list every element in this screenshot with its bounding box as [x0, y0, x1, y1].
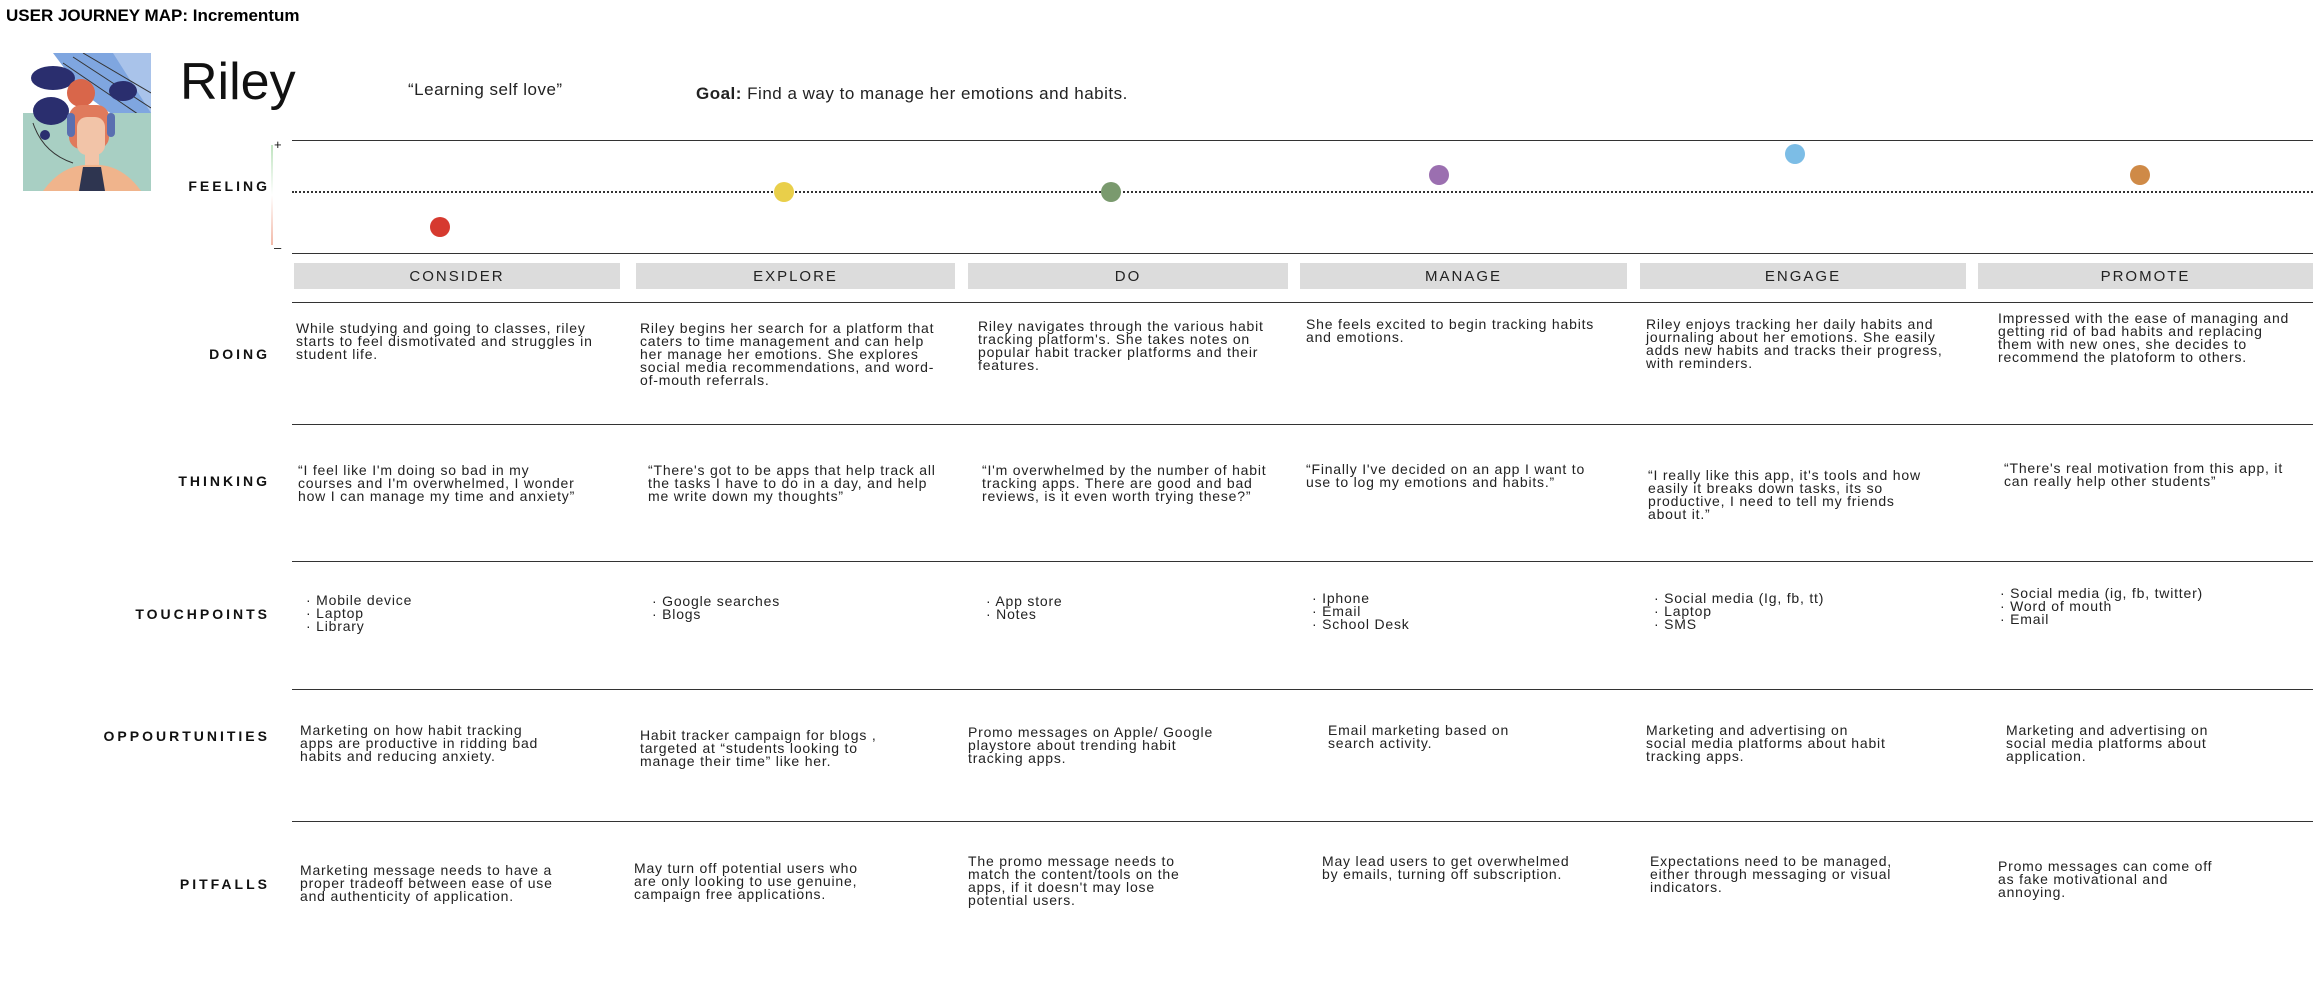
stage-manage: MANAGE: [1300, 263, 1627, 289]
doing-cell-explore: Riley begins her search for a platform that caters to time management and can help her manage her emotions. She explores social media recommendations, and word-of-mouth referrals.: [640, 320, 935, 388]
touchpoint-item: · Google searches: [652, 595, 952, 608]
doing-cell-promote: Impressed with the ease of managing and getting rid of bad habits and replacing them with new ones, she decides to recommend the platoform to others.: [1998, 310, 2290, 365]
touchpoints-cell-manage: [1312, 592, 1612, 631]
goal-text: Find a way to manage her emotions and habits.: [741, 84, 1128, 103]
row-divider: [292, 821, 2313, 822]
touchpoint-item: · Social media (ig, fb, twitter): [2000, 587, 2300, 600]
feeling-point-promote: [2130, 165, 2150, 185]
feeling-point-do: [1101, 182, 1121, 202]
thinking-cell-explore: “There's got to be apps that help track all the tasks I have to do in a day, and help me write down my thoughts”: [648, 462, 936, 504]
feeling-minus-label: –: [274, 240, 282, 255]
touchpoint-item: · Iphone: [1312, 592, 1612, 605]
thinking-row-label: THINKING: [178, 473, 270, 489]
touchpoint-item: · School Desk: [1312, 618, 1612, 631]
stage-promote: PROMOTE: [1978, 263, 2313, 289]
pitfalls-cell-consider: Marketing message needs to have a proper tradeoff between ease of use and authenticity of application.: [300, 862, 553, 904]
touchpoint-item: · App store: [986, 595, 1286, 608]
doing-cell-consider: While studying and going to classes, riley starts to feel dismotivated and struggles in student life.: [296, 320, 593, 362]
touchpoint-item: · Social media (Ig, fb, tt): [1654, 592, 1954, 605]
thinking-cell-engage: “I really like this app, it's tools and how easily it breaks down tasks, its so productive, I need to tell my friends about it.”: [1648, 467, 1921, 522]
touchpoints-cell-do: [986, 595, 1286, 621]
touchpoints-cell-explore: [652, 595, 952, 621]
thinking-cell-promote: “There's real motivation from this app, it can really help other students”: [2004, 460, 2284, 489]
persona-name: Riley: [180, 53, 296, 111]
doing-cell-engage: Riley enjoys tracking her daily habits and journaling about her emotions. She easily adds new habits and tracks their progress, with reminders.: [1646, 316, 1943, 371]
feeling-point-engage: [1785, 144, 1805, 164]
row-divider: [292, 302, 2313, 303]
thinking-cell-consider: “I feel like I'm doing so bad in my courses and I'm overwhelmed, I wonder how I can manage my time and anxiety”: [298, 462, 576, 504]
row-divider: [292, 424, 2313, 425]
page-title: USER JOURNEY MAP: Incrementum: [6, 6, 300, 25]
stage-consider: CONSIDER: [294, 263, 620, 289]
thinking-cell-manage: “Finally I've decided on an app I want to use to log my emotions and habits.”: [1306, 461, 1586, 490]
doing-cell-do: Riley navigates through the various habit tracking platform's. She takes notes on popular habit tracker platforms and their features.: [978, 318, 1264, 373]
opportunities-cell-consider: Marketing on how habit tracking apps are productive in ridding bad habits and reducing anxiety.: [300, 722, 539, 764]
pitfalls-cell-explore: May turn off potential users who are only looking to use genuine, campaign free applications.: [634, 860, 858, 902]
persona-goal: [696, 84, 1128, 104]
doing-row-label: DOING: [209, 346, 270, 362]
feeling-scale-bar: [271, 145, 273, 245]
pitfalls-row-label: PITFALLS: [179, 876, 270, 892]
touchpoint-item: · Library: [306, 620, 606, 633]
touchpoint-item: · Laptop: [306, 607, 606, 620]
touchpoint-item: · Word of mouth: [2000, 600, 2300, 613]
stage-do: DO: [968, 263, 1288, 289]
persona-quote: “Learning self love”: [408, 80, 563, 99]
touchpoints-row-label: TOUCHPOINTS: [135, 606, 270, 622]
pitfalls-cell-promote: Promo messages can come off as fake motivational and annoying.: [1998, 858, 2213, 900]
pitfalls-cell-engage: Expectations need to be managed, either through messaging or visual indicators.: [1650, 853, 1892, 895]
opportunities-cell-do: Promo messages on Apple/ Google playstore about trending habit tracking apps.: [968, 724, 1214, 766]
opportunities-cell-manage: Email marketing based on search activity.: [1328, 722, 1510, 751]
feeling-baseline: [292, 191, 2313, 193]
row-divider: [292, 561, 2313, 562]
goal-label: Goal:: [696, 84, 742, 103]
opportunities-row-label: OPPOURTUNITIES: [103, 728, 270, 744]
feeling-top-line: [292, 140, 2313, 141]
feeling-point-explore: [774, 182, 794, 202]
row-divider: [292, 689, 2313, 690]
feeling-point-consider: [430, 217, 450, 237]
feeling-bottom-line: [292, 253, 2313, 254]
persona-avatar: [23, 53, 151, 191]
touchpoint-item: · Laptop: [1654, 605, 1954, 618]
opportunities-cell-engage: Marketing and advertising on social media platforms about habit tracking apps.: [1646, 722, 1886, 764]
touchpoints-cell-engage: [1654, 592, 1954, 631]
pitfalls-cell-do: The promo message needs to match the content/tools on the apps, if it doesn't may lose potential users.: [968, 853, 1180, 908]
opportunities-cell-explore: Habit tracker campaign for blogs , targeted at “students looking to manage their time” like her.: [640, 727, 877, 769]
feeling-plus-label: +: [274, 137, 282, 152]
stage-engage: ENGAGE: [1640, 263, 1966, 289]
thinking-cell-do: “I'm overwhelmed by the number of habit tracking apps. There are good and bad reviews, is it even worth trying these?”: [982, 462, 1267, 504]
touchpoint-item: · Email: [2000, 613, 2300, 626]
doing-cell-manage: She feels excited to begin tracking habits and emotions.: [1306, 316, 1595, 345]
touchpoint-item: · Notes: [986, 608, 1286, 621]
pitfalls-cell-manage: May lead users to get overwhelmed by emails, turning off subscription.: [1322, 853, 1570, 882]
feeling-row-label: FEELING: [188, 178, 270, 194]
touchpoint-item: · Email: [1312, 605, 1612, 618]
touchpoints-cell-promote: [2000, 587, 2300, 626]
touchpoints-cell-consider: [306, 594, 606, 633]
touchpoint-item: · Mobile device: [306, 594, 606, 607]
stage-explore: EXPLORE: [636, 263, 955, 289]
opportunities-cell-promote: Marketing and advertising on social media platforms about application.: [2006, 722, 2209, 764]
touchpoint-item: · SMS: [1654, 618, 1954, 631]
feeling-point-manage: [1429, 165, 1449, 185]
touchpoint-item: · Blogs: [652, 608, 952, 621]
